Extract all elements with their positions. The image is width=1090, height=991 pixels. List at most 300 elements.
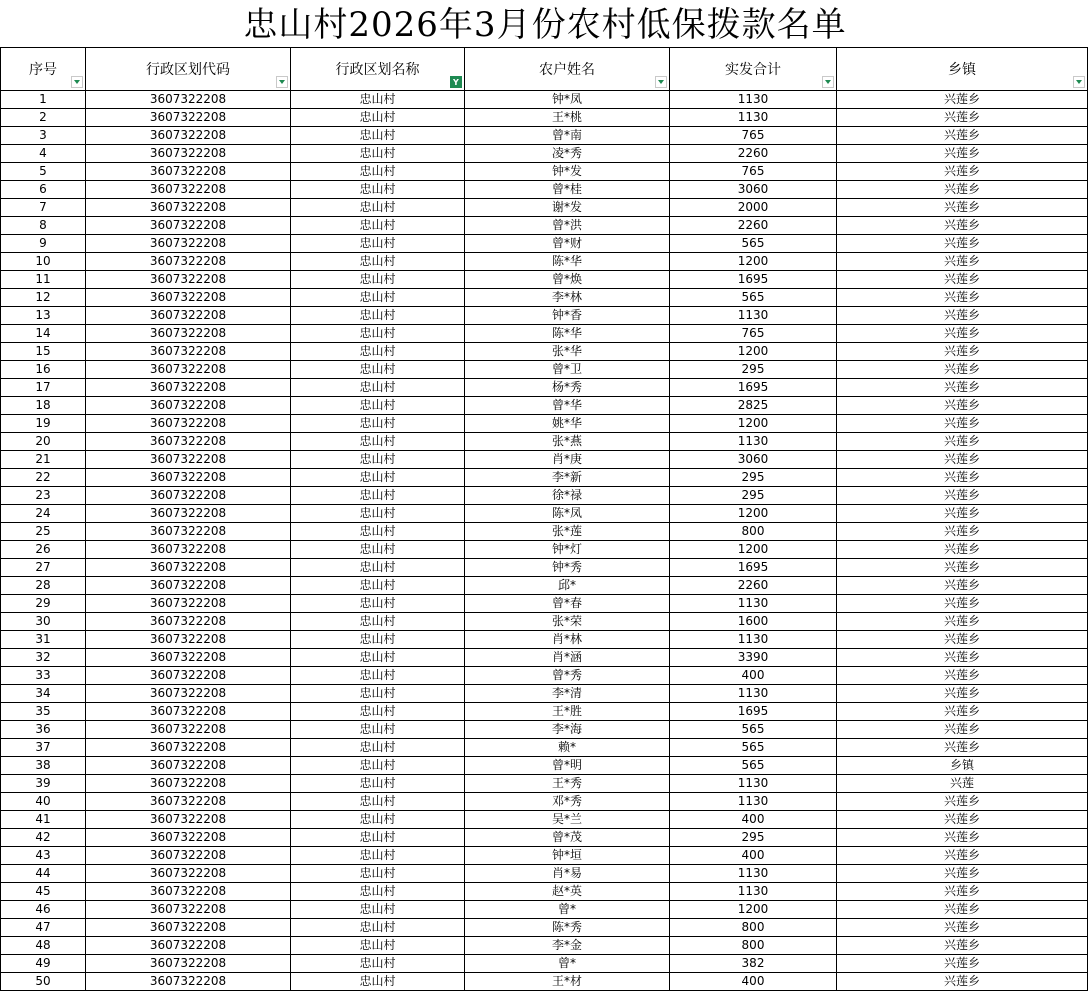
cell-household-name[interactable]: 曾*华 xyxy=(465,397,670,415)
cell-region-name[interactable]: 忠山村 xyxy=(291,685,465,703)
cell-index[interactable]: 8 xyxy=(1,217,86,235)
cell-index[interactable]: 3 xyxy=(1,127,86,145)
cell-region-code[interactable]: 3607322208 xyxy=(86,721,291,739)
cell-township[interactable]: 兴莲乡 xyxy=(837,793,1088,811)
cell-township[interactable]: 兴莲乡 xyxy=(837,91,1088,109)
cell-household-name[interactable]: 杨*秀 xyxy=(465,379,670,397)
cell-index[interactable]: 16 xyxy=(1,361,86,379)
cell-household-name[interactable]: 钟*凤 xyxy=(465,91,670,109)
cell-region-code[interactable]: 3607322208 xyxy=(86,739,291,757)
cell-township[interactable]: 兴莲乡 xyxy=(837,433,1088,451)
cell-township[interactable]: 乡镇 xyxy=(837,757,1088,775)
cell-amount[interactable]: 3390 xyxy=(670,649,837,667)
cell-index[interactable]: 49 xyxy=(1,955,86,973)
cell-amount[interactable]: 565 xyxy=(670,739,837,757)
cell-index[interactable]: 17 xyxy=(1,379,86,397)
cell-region-code[interactable]: 3607322208 xyxy=(86,919,291,937)
cell-index[interactable]: 29 xyxy=(1,595,86,613)
cell-amount[interactable]: 1695 xyxy=(670,703,837,721)
cell-household-name[interactable]: 曾*焕 xyxy=(465,271,670,289)
cell-index[interactable]: 43 xyxy=(1,847,86,865)
cell-region-code[interactable]: 3607322208 xyxy=(86,163,291,181)
cell-region-code[interactable]: 3607322208 xyxy=(86,955,291,973)
cell-household-name[interactable]: 钟*垣 xyxy=(465,847,670,865)
cell-index[interactable]: 42 xyxy=(1,829,86,847)
cell-amount[interactable]: 1130 xyxy=(670,685,837,703)
cell-amount[interactable]: 1130 xyxy=(670,631,837,649)
cell-amount[interactable]: 800 xyxy=(670,919,837,937)
cell-amount[interactable]: 765 xyxy=(670,163,837,181)
cell-region-code[interactable]: 3607322208 xyxy=(86,433,291,451)
cell-region-code[interactable]: 3607322208 xyxy=(86,757,291,775)
cell-region-name[interactable]: 忠山村 xyxy=(291,235,465,253)
cell-amount[interactable]: 2260 xyxy=(670,577,837,595)
cell-region-code[interactable]: 3607322208 xyxy=(86,343,291,361)
cell-region-name[interactable]: 忠山村 xyxy=(291,523,465,541)
cell-index[interactable]: 37 xyxy=(1,739,86,757)
cell-index[interactable]: 21 xyxy=(1,451,86,469)
cell-index[interactable]: 45 xyxy=(1,883,86,901)
cell-index[interactable]: 28 xyxy=(1,577,86,595)
cell-household-name[interactable]: 肖*林 xyxy=(465,631,670,649)
cell-region-name[interactable]: 忠山村 xyxy=(291,955,465,973)
cell-index[interactable]: 19 xyxy=(1,415,86,433)
cell-township[interactable]: 兴莲乡 xyxy=(837,505,1088,523)
cell-index[interactable]: 30 xyxy=(1,613,86,631)
cell-region-code[interactable]: 3607322208 xyxy=(86,379,291,397)
cell-region-name[interactable]: 忠山村 xyxy=(291,415,465,433)
cell-region-name[interactable]: 忠山村 xyxy=(291,271,465,289)
cell-index[interactable]: 38 xyxy=(1,757,86,775)
cell-region-name[interactable]: 忠山村 xyxy=(291,793,465,811)
cell-region-code[interactable]: 3607322208 xyxy=(86,91,291,109)
cell-amount[interactable]: 2260 xyxy=(670,145,837,163)
cell-region-code[interactable]: 3607322208 xyxy=(86,181,291,199)
cell-amount[interactable]: 295 xyxy=(670,829,837,847)
cell-household-name[interactable]: 赖* xyxy=(465,739,670,757)
cell-household-name[interactable]: 李*林 xyxy=(465,289,670,307)
cell-household-name[interactable]: 陈*华 xyxy=(465,253,670,271)
filter-dropdown-index[interactable] xyxy=(71,76,83,88)
cell-household-name[interactable]: 李*清 xyxy=(465,685,670,703)
cell-region-code[interactable]: 3607322208 xyxy=(86,631,291,649)
cell-amount[interactable]: 295 xyxy=(670,361,837,379)
cell-household-name[interactable]: 张*莲 xyxy=(465,523,670,541)
cell-township[interactable]: 兴莲乡 xyxy=(837,415,1088,433)
cell-household-name[interactable]: 钟*香 xyxy=(465,307,670,325)
cell-region-code[interactable]: 3607322208 xyxy=(86,217,291,235)
cell-region-code[interactable]: 3607322208 xyxy=(86,325,291,343)
cell-township[interactable]: 兴莲乡 xyxy=(837,469,1088,487)
cell-household-name[interactable]: 陈*凤 xyxy=(465,505,670,523)
cell-region-code[interactable]: 3607322208 xyxy=(86,559,291,577)
cell-region-code[interactable]: 3607322208 xyxy=(86,109,291,127)
cell-region-name[interactable]: 忠山村 xyxy=(291,505,465,523)
cell-amount[interactable]: 382 xyxy=(670,955,837,973)
cell-township[interactable]: 兴莲乡 xyxy=(837,127,1088,145)
cell-region-code[interactable]: 3607322208 xyxy=(86,901,291,919)
cell-township[interactable]: 兴莲乡 xyxy=(837,811,1088,829)
cell-household-name[interactable]: 谢*发 xyxy=(465,199,670,217)
cell-amount[interactable]: 1130 xyxy=(670,793,837,811)
cell-region-name[interactable]: 忠山村 xyxy=(291,541,465,559)
cell-index[interactable]: 6 xyxy=(1,181,86,199)
cell-region-name[interactable]: 忠山村 xyxy=(291,613,465,631)
cell-region-code[interactable]: 3607322208 xyxy=(86,253,291,271)
cell-region-name[interactable]: 忠山村 xyxy=(291,847,465,865)
cell-region-code[interactable]: 3607322208 xyxy=(86,775,291,793)
cell-region-name[interactable]: 忠山村 xyxy=(291,217,465,235)
cell-household-name[interactable]: 陈*秀 xyxy=(465,919,670,937)
cell-region-code[interactable]: 3607322208 xyxy=(86,865,291,883)
cell-index[interactable]: 25 xyxy=(1,523,86,541)
cell-region-code[interactable]: 3607322208 xyxy=(86,487,291,505)
cell-household-name[interactable]: 张*华 xyxy=(465,343,670,361)
cell-region-code[interactable]: 3607322208 xyxy=(86,883,291,901)
cell-region-code[interactable]: 3607322208 xyxy=(86,685,291,703)
cell-household-name[interactable]: 邱* xyxy=(465,577,670,595)
cell-household-name[interactable]: 张*荣 xyxy=(465,613,670,631)
cell-household-name[interactable]: 王*秀 xyxy=(465,775,670,793)
cell-household-name[interactable]: 曾*卫 xyxy=(465,361,670,379)
cell-household-name[interactable]: 邓*秀 xyxy=(465,793,670,811)
filter-dropdown-region-name-active[interactable] xyxy=(450,76,462,88)
cell-region-name[interactable]: 忠山村 xyxy=(291,181,465,199)
cell-index[interactable]: 36 xyxy=(1,721,86,739)
cell-region-name[interactable]: 忠山村 xyxy=(291,397,465,415)
cell-household-name[interactable]: 钟*发 xyxy=(465,163,670,181)
cell-amount[interactable]: 1695 xyxy=(670,559,837,577)
cell-region-name[interactable]: 忠山村 xyxy=(291,307,465,325)
cell-township[interactable]: 兴莲乡 xyxy=(837,901,1088,919)
cell-index[interactable]: 11 xyxy=(1,271,86,289)
cell-township[interactable]: 兴莲乡 xyxy=(837,631,1088,649)
cell-region-name[interactable]: 忠山村 xyxy=(291,631,465,649)
cell-township[interactable]: 兴莲乡 xyxy=(837,181,1088,199)
cell-region-code[interactable]: 3607322208 xyxy=(86,307,291,325)
cell-amount[interactable]: 1130 xyxy=(670,775,837,793)
cell-amount[interactable]: 1130 xyxy=(670,433,837,451)
cell-index[interactable]: 34 xyxy=(1,685,86,703)
cell-household-name[interactable]: 王*桃 xyxy=(465,109,670,127)
cell-amount[interactable]: 565 xyxy=(670,289,837,307)
cell-region-code[interactable]: 3607322208 xyxy=(86,127,291,145)
cell-amount[interactable]: 800 xyxy=(670,523,837,541)
cell-region-code[interactable]: 3607322208 xyxy=(86,793,291,811)
cell-index[interactable]: 7 xyxy=(1,199,86,217)
cell-region-code[interactable]: 3607322208 xyxy=(86,361,291,379)
cell-township[interactable]: 兴莲乡 xyxy=(837,883,1088,901)
cell-amount[interactable]: 3060 xyxy=(670,451,837,469)
cell-amount[interactable]: 1695 xyxy=(670,271,837,289)
cell-township[interactable]: 兴莲乡 xyxy=(837,163,1088,181)
cell-region-code[interactable]: 3607322208 xyxy=(86,937,291,955)
cell-region-name[interactable]: 忠山村 xyxy=(291,199,465,217)
cell-region-code[interactable]: 3607322208 xyxy=(86,613,291,631)
cell-household-name[interactable]: 肖*易 xyxy=(465,865,670,883)
cell-region-name[interactable]: 忠山村 xyxy=(291,703,465,721)
cell-amount[interactable]: 765 xyxy=(670,325,837,343)
cell-region-code[interactable]: 3607322208 xyxy=(86,667,291,685)
cell-index[interactable]: 4 xyxy=(1,145,86,163)
cell-region-name[interactable]: 忠山村 xyxy=(291,469,465,487)
cell-region-name[interactable]: 忠山村 xyxy=(291,289,465,307)
cell-township[interactable]: 兴莲乡 xyxy=(837,397,1088,415)
cell-region-name[interactable]: 忠山村 xyxy=(291,721,465,739)
cell-township[interactable]: 兴莲乡 xyxy=(837,955,1088,973)
cell-region-code[interactable]: 3607322208 xyxy=(86,397,291,415)
cell-amount[interactable]: 1600 xyxy=(670,613,837,631)
cell-amount[interactable]: 1695 xyxy=(670,379,837,397)
cell-index[interactable]: 20 xyxy=(1,433,86,451)
cell-region-code[interactable]: 3607322208 xyxy=(86,289,291,307)
cell-index[interactable]: 10 xyxy=(1,253,86,271)
cell-township[interactable]: 兴莲乡 xyxy=(837,307,1088,325)
cell-region-code[interactable]: 3607322208 xyxy=(86,577,291,595)
cell-region-name[interactable]: 忠山村 xyxy=(291,145,465,163)
cell-township[interactable]: 兴莲乡 xyxy=(837,343,1088,361)
cell-amount[interactable]: 800 xyxy=(670,937,837,955)
cell-index[interactable]: 32 xyxy=(1,649,86,667)
cell-region-code[interactable]: 3607322208 xyxy=(86,649,291,667)
cell-region-name[interactable]: 忠山村 xyxy=(291,127,465,145)
cell-region-name[interactable]: 忠山村 xyxy=(291,667,465,685)
cell-region-name[interactable]: 忠山村 xyxy=(291,739,465,757)
cell-region-code[interactable]: 3607322208 xyxy=(86,199,291,217)
cell-region-name[interactable]: 忠山村 xyxy=(291,757,465,775)
cell-township[interactable]: 兴莲乡 xyxy=(837,253,1088,271)
filter-dropdown-region-code[interactable] xyxy=(276,76,288,88)
cell-amount[interactable]: 1130 xyxy=(670,91,837,109)
cell-amount[interactable]: 400 xyxy=(670,847,837,865)
cell-amount[interactable]: 2000 xyxy=(670,199,837,217)
cell-township[interactable]: 兴莲乡 xyxy=(837,541,1088,559)
cell-index[interactable]: 40 xyxy=(1,793,86,811)
cell-township[interactable]: 兴莲乡 xyxy=(837,865,1088,883)
cell-household-name[interactable]: 陈*华 xyxy=(465,325,670,343)
cell-region-name[interactable]: 忠山村 xyxy=(291,577,465,595)
cell-amount[interactable]: 1200 xyxy=(670,415,837,433)
cell-township[interactable]: 兴莲 xyxy=(837,775,1088,793)
cell-household-name[interactable]: 曾*桂 xyxy=(465,181,670,199)
cell-region-name[interactable]: 忠山村 xyxy=(291,91,465,109)
cell-amount[interactable]: 1200 xyxy=(670,901,837,919)
cell-household-name[interactable]: 吴*兰 xyxy=(465,811,670,829)
cell-township[interactable]: 兴莲乡 xyxy=(837,973,1088,991)
cell-index[interactable]: 44 xyxy=(1,865,86,883)
cell-region-name[interactable]: 忠山村 xyxy=(291,973,465,991)
cell-household-name[interactable]: 曾*秀 xyxy=(465,667,670,685)
cell-index[interactable]: 50 xyxy=(1,973,86,991)
cell-amount[interactable]: 565 xyxy=(670,757,837,775)
cell-index[interactable]: 47 xyxy=(1,919,86,937)
cell-household-name[interactable]: 李*金 xyxy=(465,937,670,955)
cell-region-code[interactable]: 3607322208 xyxy=(86,145,291,163)
cell-region-code[interactable]: 3607322208 xyxy=(86,271,291,289)
cell-region-name[interactable]: 忠山村 xyxy=(291,487,465,505)
cell-township[interactable]: 兴莲乡 xyxy=(837,271,1088,289)
cell-township[interactable]: 兴莲乡 xyxy=(837,559,1088,577)
cell-region-name[interactable]: 忠山村 xyxy=(291,253,465,271)
cell-region-name[interactable]: 忠山村 xyxy=(291,919,465,937)
cell-region-code[interactable]: 3607322208 xyxy=(86,811,291,829)
filter-dropdown-household-name[interactable] xyxy=(655,76,667,88)
cell-region-code[interactable]: 3607322208 xyxy=(86,541,291,559)
cell-township[interactable]: 兴莲乡 xyxy=(837,937,1088,955)
cell-amount[interactable]: 1130 xyxy=(670,307,837,325)
cell-index[interactable]: 35 xyxy=(1,703,86,721)
cell-household-name[interactable]: 钟*秀 xyxy=(465,559,670,577)
cell-household-name[interactable]: 曾* xyxy=(465,955,670,973)
cell-region-name[interactable]: 忠山村 xyxy=(291,343,465,361)
cell-township[interactable]: 兴莲乡 xyxy=(837,703,1088,721)
cell-household-name[interactable]: 李*新 xyxy=(465,469,670,487)
cell-township[interactable]: 兴莲乡 xyxy=(837,613,1088,631)
cell-township[interactable]: 兴莲乡 xyxy=(837,577,1088,595)
cell-amount[interactable]: 295 xyxy=(670,487,837,505)
cell-index[interactable]: 26 xyxy=(1,541,86,559)
cell-index[interactable]: 46 xyxy=(1,901,86,919)
cell-region-name[interactable]: 忠山村 xyxy=(291,829,465,847)
cell-region-code[interactable]: 3607322208 xyxy=(86,847,291,865)
cell-amount[interactable]: 1130 xyxy=(670,595,837,613)
cell-region-code[interactable]: 3607322208 xyxy=(86,595,291,613)
cell-index[interactable]: 41 xyxy=(1,811,86,829)
cell-region-code[interactable]: 3607322208 xyxy=(86,415,291,433)
cell-region-code[interactable]: 3607322208 xyxy=(86,451,291,469)
cell-region-name[interactable]: 忠山村 xyxy=(291,811,465,829)
filter-dropdown-township[interactable] xyxy=(1073,76,1085,88)
cell-household-name[interactable]: 凌*秀 xyxy=(465,145,670,163)
cell-township[interactable]: 兴莲乡 xyxy=(837,451,1088,469)
cell-township[interactable]: 兴莲乡 xyxy=(837,523,1088,541)
cell-township[interactable]: 兴莲乡 xyxy=(837,487,1088,505)
cell-region-name[interactable]: 忠山村 xyxy=(291,937,465,955)
cell-region-code[interactable]: 3607322208 xyxy=(86,973,291,991)
cell-index[interactable]: 12 xyxy=(1,289,86,307)
cell-amount[interactable]: 400 xyxy=(670,811,837,829)
cell-township[interactable]: 兴莲乡 xyxy=(837,289,1088,307)
cell-household-name[interactable]: 赵*英 xyxy=(465,883,670,901)
cell-amount[interactable]: 1130 xyxy=(670,883,837,901)
cell-index[interactable]: 5 xyxy=(1,163,86,181)
cell-household-name[interactable]: 钟*灯 xyxy=(465,541,670,559)
cell-region-name[interactable]: 忠山村 xyxy=(291,451,465,469)
cell-region-name[interactable]: 忠山村 xyxy=(291,865,465,883)
cell-household-name[interactable]: 曾*茂 xyxy=(465,829,670,847)
cell-index[interactable]: 18 xyxy=(1,397,86,415)
cell-index[interactable]: 13 xyxy=(1,307,86,325)
cell-region-code[interactable]: 3607322208 xyxy=(86,703,291,721)
cell-index[interactable]: 15 xyxy=(1,343,86,361)
cell-region-code[interactable]: 3607322208 xyxy=(86,523,291,541)
cell-region-name[interactable]: 忠山村 xyxy=(291,595,465,613)
cell-index[interactable]: 48 xyxy=(1,937,86,955)
cell-amount[interactable]: 565 xyxy=(670,235,837,253)
cell-index[interactable]: 27 xyxy=(1,559,86,577)
cell-amount[interactable]: 1200 xyxy=(670,505,837,523)
cell-index[interactable]: 39 xyxy=(1,775,86,793)
cell-region-code[interactable]: 3607322208 xyxy=(86,829,291,847)
cell-index[interactable]: 23 xyxy=(1,487,86,505)
cell-township[interactable]: 兴莲乡 xyxy=(837,721,1088,739)
cell-township[interactable]: 兴莲乡 xyxy=(837,217,1088,235)
cell-township[interactable]: 兴莲乡 xyxy=(837,847,1088,865)
cell-household-name[interactable]: 王*胜 xyxy=(465,703,670,721)
cell-household-name[interactable]: 徐*禄 xyxy=(465,487,670,505)
cell-region-name[interactable]: 忠山村 xyxy=(291,109,465,127)
cell-township[interactable]: 兴莲乡 xyxy=(837,145,1088,163)
cell-region-name[interactable]: 忠山村 xyxy=(291,379,465,397)
cell-amount[interactable]: 400 xyxy=(670,973,837,991)
cell-household-name[interactable]: 曾*明 xyxy=(465,757,670,775)
cell-amount[interactable]: 765 xyxy=(670,127,837,145)
cell-amount[interactable]: 295 xyxy=(670,469,837,487)
cell-household-name[interactable]: 李*海 xyxy=(465,721,670,739)
cell-household-name[interactable]: 曾*春 xyxy=(465,595,670,613)
cell-region-name[interactable]: 忠山村 xyxy=(291,883,465,901)
cell-amount[interactable]: 1130 xyxy=(670,109,837,127)
cell-amount[interactable]: 2260 xyxy=(670,217,837,235)
cell-region-code[interactable]: 3607322208 xyxy=(86,235,291,253)
cell-index[interactable]: 33 xyxy=(1,667,86,685)
cell-amount[interactable]: 1200 xyxy=(670,253,837,271)
cell-region-code[interactable]: 3607322208 xyxy=(86,469,291,487)
cell-index[interactable]: 22 xyxy=(1,469,86,487)
cell-household-name[interactable]: 曾* xyxy=(465,901,670,919)
cell-amount[interactable]: 1200 xyxy=(670,343,837,361)
cell-township[interactable]: 兴莲乡 xyxy=(837,325,1088,343)
cell-region-name[interactable]: 忠山村 xyxy=(291,559,465,577)
cell-index[interactable]: 14 xyxy=(1,325,86,343)
cell-region-name[interactable]: 忠山村 xyxy=(291,649,465,667)
cell-household-name[interactable]: 曾*财 xyxy=(465,235,670,253)
cell-region-name[interactable]: 忠山村 xyxy=(291,901,465,919)
cell-region-name[interactable]: 忠山村 xyxy=(291,433,465,451)
cell-township[interactable]: 兴莲乡 xyxy=(837,919,1088,937)
cell-household-name[interactable]: 王*材 xyxy=(465,973,670,991)
cell-index[interactable]: 9 xyxy=(1,235,86,253)
cell-township[interactable]: 兴莲乡 xyxy=(837,595,1088,613)
cell-household-name[interactable]: 肖*涵 xyxy=(465,649,670,667)
cell-household-name[interactable]: 曾*南 xyxy=(465,127,670,145)
cell-township[interactable]: 兴莲乡 xyxy=(837,739,1088,757)
filter-dropdown-amount[interactable] xyxy=(822,76,834,88)
cell-region-name[interactable]: 忠山村 xyxy=(291,163,465,181)
cell-township[interactable]: 兴莲乡 xyxy=(837,361,1088,379)
cell-township[interactable]: 兴莲乡 xyxy=(837,829,1088,847)
cell-township[interactable]: 兴莲乡 xyxy=(837,109,1088,127)
cell-region-name[interactable]: 忠山村 xyxy=(291,325,465,343)
cell-township[interactable]: 兴莲乡 xyxy=(837,379,1088,397)
cell-township[interactable]: 兴莲乡 xyxy=(837,199,1088,217)
cell-index[interactable]: 24 xyxy=(1,505,86,523)
cell-amount[interactable]: 1130 xyxy=(670,865,837,883)
cell-household-name[interactable]: 张*燕 xyxy=(465,433,670,451)
cell-household-name[interactable]: 肖*庚 xyxy=(465,451,670,469)
cell-township[interactable]: 兴莲乡 xyxy=(837,235,1088,253)
cell-amount[interactable]: 400 xyxy=(670,667,837,685)
cell-region-name[interactable]: 忠山村 xyxy=(291,361,465,379)
cell-region-code[interactable]: 3607322208 xyxy=(86,505,291,523)
cell-index[interactable]: 31 xyxy=(1,631,86,649)
cell-township[interactable]: 兴莲乡 xyxy=(837,667,1088,685)
cell-index[interactable]: 2 xyxy=(1,109,86,127)
cell-amount[interactable]: 2825 xyxy=(670,397,837,415)
cell-household-name[interactable]: 姚*华 xyxy=(465,415,670,433)
cell-township[interactable]: 兴莲乡 xyxy=(837,649,1088,667)
cell-amount[interactable]: 3060 xyxy=(670,181,837,199)
